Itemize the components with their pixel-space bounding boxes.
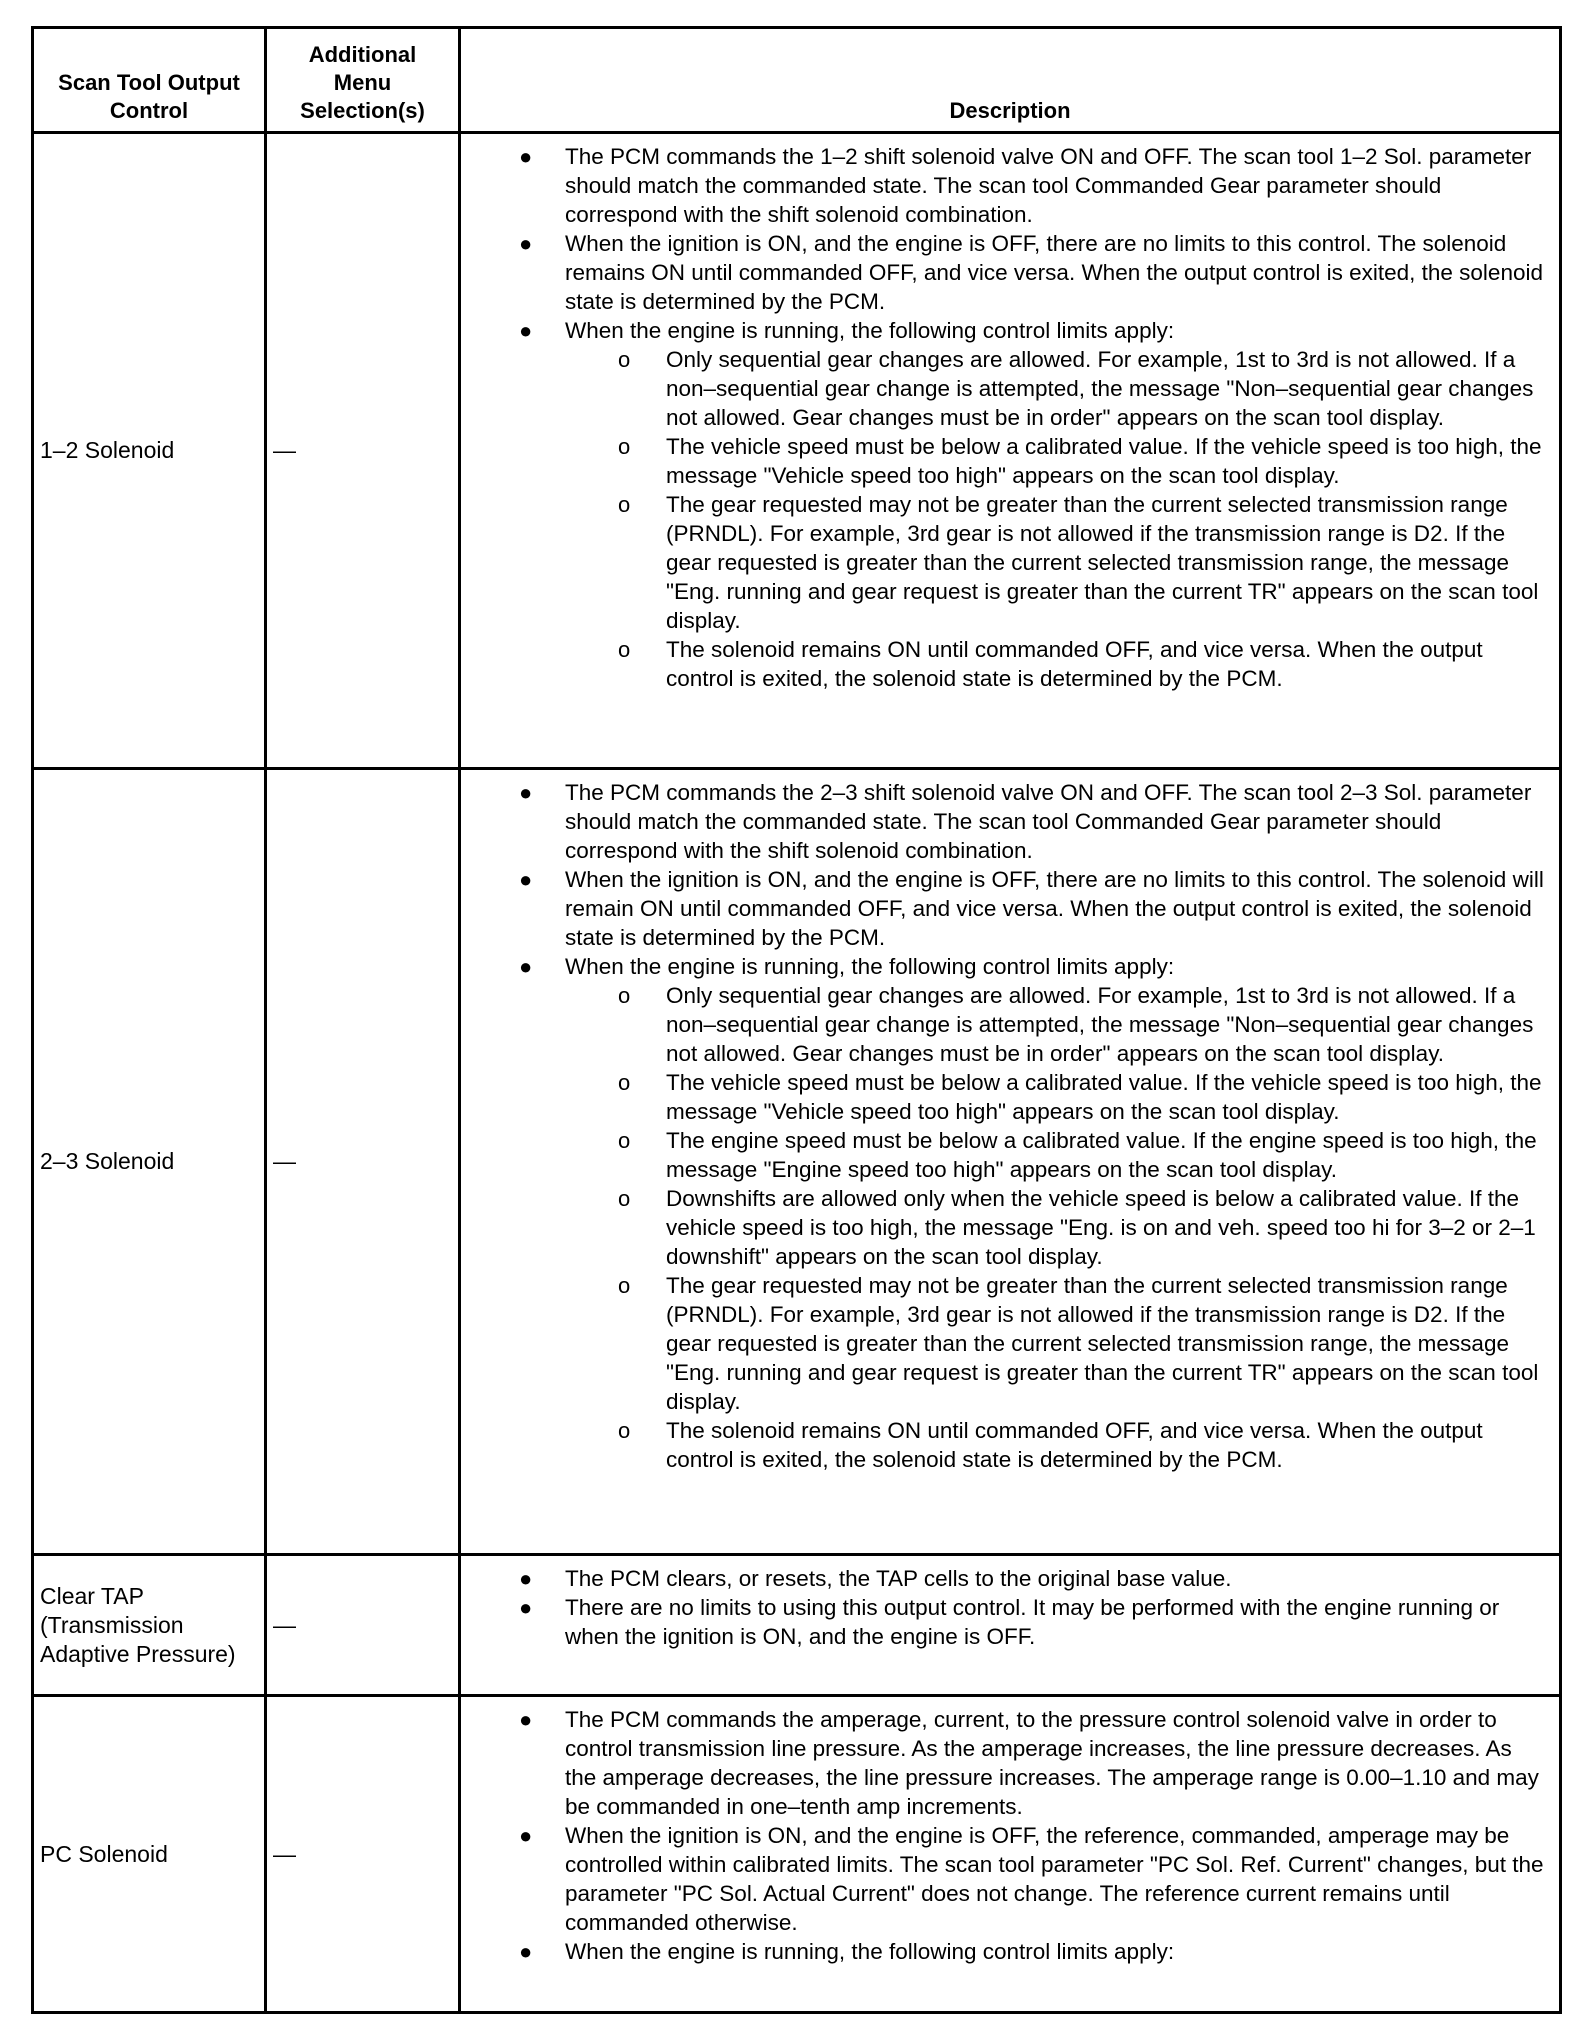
bullet-marker: ● (519, 867, 533, 892)
header-control-line: Control (109, 98, 189, 123)
sub-item (461, 1416, 1549, 1474)
bullet-item (461, 778, 1549, 865)
sub-text: The gear requested may not be greater than the current selected transmission range (PRNDL). For example, 3rd gear is not allowed if the transmission range is D2. If the gear requested is greater than the current selected transmission range, the message "Eng. running and gear request is greater than the current TR" appears on the scan tool display. (666, 1273, 1539, 1414)
header-menu-line: Additional (308, 42, 417, 67)
description-cell (460, 133, 1561, 769)
menu-selection: — (273, 1148, 296, 1174)
sub-item (461, 981, 1549, 1068)
control-cell (33, 1696, 266, 2013)
bullet-text: When the ignition is ON, and the engine is OFF, there are no limits to this control. The solenoid will remain ON until commanded OFF, and vice versa. When the output control is exited, the solenoid state is determined by the PCM. (565, 867, 1544, 950)
menu-cell (266, 769, 460, 1555)
bullet-text: When the engine is running, the following control limits apply: (565, 954, 1175, 979)
control-name: 2–3 Solenoid (40, 1148, 175, 1174)
bullet-text: The PCM commands the amperage, current, to the pressure control solenoid valve in order to control transmission line pressure. As the amperage increases, the line pressure decreases. As the amperage decreases, the line pressure increases. The amperage range is 0.00–1.10 and may be commanded in one–tenth amp increments. (565, 1707, 1539, 1819)
bullet-marker: ● (519, 144, 533, 169)
sub-item (461, 1184, 1549, 1271)
control-name: PC Solenoid (40, 1840, 168, 1867)
control-name: Clear TAP (40, 1582, 144, 1609)
sub-text: The vehicle speed must be below a calibrated value. If the vehicle speed is too high, the message "Vehicle speed too high" appears on the scan tool display. (666, 1070, 1542, 1124)
bullet-text: When the engine is running, the following control limits apply: (565, 1939, 1175, 1964)
bullet-item (461, 1564, 1549, 1593)
menu-selection: — (273, 1840, 296, 1867)
bullet-item (461, 865, 1549, 952)
bullet-marker: ● (519, 1566, 533, 1591)
bullet-marker: ● (519, 318, 533, 343)
menu-selection: — (273, 1611, 296, 1638)
bullet-marker: ● (519, 1707, 533, 1732)
sub-list (565, 981, 1549, 1474)
control-cell (33, 769, 266, 1555)
control-cell (33, 133, 266, 769)
bullet-marker: ● (519, 231, 533, 256)
header-control-line: Scan Tool Output (58, 70, 240, 95)
bullet-marker: ● (519, 1823, 533, 1848)
header-control (33, 28, 266, 133)
sub-marker: o (618, 1128, 631, 1153)
sub-text: The vehicle speed must be below a calibrated value. If the vehicle speed is too high, the message "Vehicle speed too high" appears on the scan tool display. (666, 434, 1542, 488)
control-name: 1–2 Solenoid (40, 437, 175, 463)
bullet-marker: ● (519, 1939, 533, 1964)
bullet-text: The PCM commands the 2–3 shift solenoid valve ON and OFF. The scan tool 2–3 Sol. parameter should match the commanded state. The scan tool Commanded Gear parameter should correspond with the shift solenoid combination. (565, 780, 1532, 863)
bullet-item (461, 142, 1549, 229)
sub-item (461, 635, 1549, 693)
sub-text: The solenoid remains ON until commanded OFF, and vice versa. When the output control is exited, the solenoid state is determined by the PCM. (666, 637, 1483, 691)
menu-cell (266, 1696, 460, 2013)
menu-selection: — (273, 437, 296, 463)
sub-item (461, 1271, 1549, 1416)
table-row (33, 769, 1561, 1555)
description-cell (460, 1696, 1561, 2013)
bullet-item (461, 316, 1549, 693)
table-row (33, 1555, 1561, 1696)
sub-text: The gear requested may not be greater than the current selected transmission range (PRNDL). For example, 3rd gear is not allowed if the transmission range is D2. If the gear requested is greater than the current selected transmission range, the message "Eng. running and gear request is greater than the current TR" appears on the scan tool display. (666, 492, 1539, 633)
menu-cell (266, 133, 460, 769)
header-menu (266, 28, 460, 133)
bullet-item (461, 1705, 1549, 1821)
bullet-list (461, 1705, 1549, 1966)
sub-marker: o (618, 1418, 631, 1443)
bullet-marker: ● (519, 954, 533, 979)
table-row (33, 1696, 1561, 2013)
table-row (33, 133, 1561, 769)
description-cell (460, 1555, 1561, 1696)
sub-marker: o (618, 347, 631, 372)
bullet-item (461, 952, 1549, 1474)
bullet-marker: ● (519, 780, 533, 805)
sub-marker: o (618, 1186, 631, 1211)
header-row (33, 28, 1561, 133)
sub-text: The solenoid remains ON until commanded OFF, and vice versa. When the output control is exited, the solenoid state is determined by the PCM. (666, 1418, 1483, 1472)
bullet-text: When the ignition is ON, and the engine is OFF, the reference, commanded, amperage may be controlled within calibrated limits. The scan tool parameter "PC Sol. Ref. Current" changes, but the parameter "PC Sol. Actual Current" does not change. The reference current remains until commanded otherwise. (565, 1823, 1544, 1935)
sub-marker: o (618, 983, 631, 1008)
output-control-table (31, 26, 1562, 2014)
bullet-text: The PCM commands the 1–2 shift solenoid valve ON and OFF. The scan tool 1–2 Sol. parameter should match the commanded state. The scan tool Commanded Gear parameter should correspond with the shift solenoid combination. (565, 144, 1532, 227)
sub-text: Only sequential gear changes are allowed. For example, 1st to 3rd is not allowed. If a non–sequential gear change is attempted, the message "Non–sequential gear changes not allowed. Gear changes must be in order" appears on the scan tool display. (666, 983, 1534, 1066)
sub-text: Downshifts are allowed only when the vehicle speed is below a calibrated value. If the vehicle speed is too high, the message "Eng. is on and veh. speed too hi for 3–2 or 2–1 downshift" appears on the scan tool display. (666, 1186, 1536, 1269)
header-menu-line: Selection(s) (300, 98, 425, 123)
control-name: (Transmission (40, 1611, 184, 1638)
bullet-text: When the engine is running, the following control limits apply: (565, 318, 1175, 343)
bullet-item (461, 1937, 1549, 1966)
sub-item (461, 1068, 1549, 1126)
sub-marker: o (618, 637, 631, 662)
sub-item (461, 490, 1549, 635)
bullet-item (461, 229, 1549, 316)
bullet-text: When the ignition is ON, and the engine is OFF, there are no limits to this control. The solenoid remains ON until commanded OFF, and vice versa. When the output control is exited, the solenoid state is determined by the PCM. (565, 231, 1543, 314)
header-description-label: Description (949, 98, 1071, 123)
control-name: Adaptive Pressure) (40, 1640, 236, 1667)
bullet-list (461, 778, 1549, 1474)
bullet-list (461, 1564, 1549, 1651)
header-description (460, 28, 1561, 133)
bullet-item (461, 1593, 1549, 1651)
sub-list (565, 345, 1549, 693)
bullet-item (461, 1821, 1549, 1937)
sub-item (461, 345, 1549, 432)
sub-marker: o (618, 1070, 631, 1095)
sub-marker: o (618, 434, 631, 459)
description-cell (460, 769, 1561, 1555)
menu-cell (266, 1555, 460, 1696)
sub-marker: o (618, 492, 631, 517)
bullet-text: The PCM clears, or resets, the TAP cells to the original base value. (565, 1566, 1232, 1591)
bullet-marker: ● (519, 1595, 533, 1620)
sub-marker: o (618, 1273, 631, 1298)
sub-text: Only sequential gear changes are allowed. For example, 1st to 3rd is not allowed. If a non–sequential gear change is attempted, the message "Non–sequential gear changes not allowed. Gear changes must be in order" appears on the scan tool display. (666, 347, 1534, 430)
table-body (33, 133, 1561, 2013)
header-menu-line: Menu (333, 70, 392, 95)
bullet-list (461, 142, 1549, 693)
sub-item (461, 1126, 1549, 1184)
sub-text: The engine speed must be below a calibrated value. If the engine speed is too high, the message "Engine speed too high" appears on the scan tool display. (666, 1128, 1537, 1182)
document-page (31, 26, 1559, 2014)
bullet-text: There are no limits to using this output control. It may be performed with the engine running or when the ignition is ON, and the engine is OFF. (565, 1595, 1500, 1649)
control-cell (33, 1555, 266, 1696)
sub-item (461, 432, 1549, 490)
